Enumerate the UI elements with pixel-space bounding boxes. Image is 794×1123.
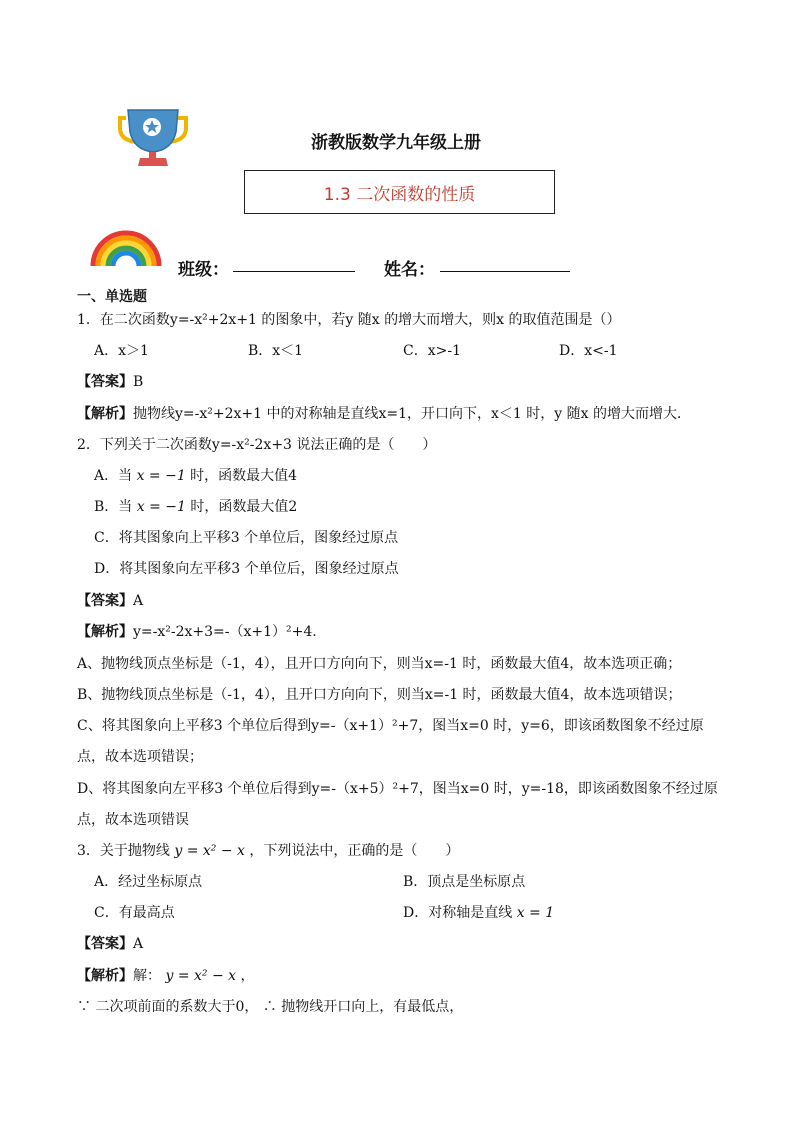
q2-explain-d: D、将其图象向左平移3 个单位后得到y=-（x+5）²+7，图当x=0 时，y=-18，即该函数图象不经过原 (77, 781, 718, 797)
book-title: 浙教版数学九年级上册 (311, 133, 481, 153)
q3-option-a: A．经过坐标原点 (94, 874, 203, 890)
q1-option-b: B．x＜1 (248, 343, 304, 359)
q2-option-c: C．将其图象向上平移3 个单位后，图象经过原点 (94, 530, 399, 546)
q3-stem-pre: 3．关于抛物线 (77, 843, 175, 859)
lesson-title: 1.3 二次函数的性质 (323, 184, 476, 205)
q3-option-b: B．顶点是坐标原点 (403, 874, 526, 890)
section-title: 一、单选题 (77, 289, 147, 305)
q1-answer-value: B (133, 374, 144, 390)
answer-tag: 【答案】 (77, 936, 133, 952)
q3-analysis-math: y = x² − x (165, 968, 237, 984)
name-label: 姓名： (384, 260, 435, 280)
q2-option-a-math: x = −1 (136, 468, 186, 484)
q1-stem: 1．在二次函数y=-x²+2x+1 的图象中，若y 随x 的增大而增大，则x 的取值范围是（） (77, 312, 621, 328)
name-blank-line[interactable] (440, 271, 570, 272)
q1-option-d: D．x<-1 (559, 343, 618, 359)
q2-option-a-post: 时，函数最大值4 (185, 468, 298, 484)
analysis-tag: 【解析】 (77, 406, 133, 422)
q1-option-c: C．x>-1 (403, 343, 461, 359)
q3-option-d-math: x = 1 (516, 905, 555, 921)
q2-option-a-pre: A．当 (94, 468, 137, 484)
q2-explain-c-cont: 点，故本选项错误； (77, 749, 203, 765)
rainbow-icon (89, 226, 163, 268)
answer-tag: 【答案】 (77, 374, 133, 390)
q3-option-d (403, 903, 554, 923)
q1-answer (77, 372, 143, 392)
q2-option-a (94, 466, 297, 486)
class-label: 班级： (178, 260, 229, 280)
analysis-tag: 【解析】 (77, 968, 133, 984)
q2-explain-a: A、抛物线顶点坐标是（-1，4），且开口方向向下，则当x=-1 时，函数最大值4，故本选项正确； (77, 656, 682, 672)
q2-explain-b: B、抛物线顶点坐标是（-1，4），且开口方向向下，则当x=-1 时，函数最大值4，故本选项错误； (77, 687, 682, 703)
q3-stem-math: y = x² − x (174, 843, 245, 859)
analysis-tag: 【解析】 (77, 624, 133, 640)
q2-option-b (94, 497, 297, 517)
q2-answer (77, 591, 143, 611)
q2-option-b-pre: B．当 (94, 499, 137, 515)
q2-analysis (77, 622, 317, 642)
q3-option-c: C．有最高点 (94, 905, 175, 921)
q3-answer (77, 934, 143, 954)
q3-analysis-post: ， (236, 968, 255, 984)
lesson-title-box (244, 170, 555, 214)
q2-analysis-text: y=-x²-2x+3=-（x+1）²+4. (133, 624, 317, 640)
q3-stem-post: ，下列说法中，正确的是（ ） (244, 843, 460, 859)
q2-option-b-post: 时，函数最大值2 (185, 499, 298, 515)
q3-analysis-pre: 解： (133, 968, 166, 984)
trophy-icon (118, 106, 190, 170)
q2-explain-c: C、将其图象向上平移3 个单位后得到y=-（x+1）²+7，图当x=0 时，y=6，即该函数图象不经过原 (77, 718, 704, 734)
q3-analysis (77, 966, 254, 986)
q1-option-a: A．x＞1 (94, 343, 149, 359)
q2-answer-value: A (133, 593, 144, 609)
answer-tag: 【答案】 (77, 593, 133, 609)
q2-option-d: D．将其图象向左平移3 个单位后，图象经过原点 (94, 561, 399, 577)
q2-stem: 2．下列关于二次函数y=-x²-2x+3 说法正确的是（ ） (77, 437, 437, 453)
q1-analysis (77, 404, 691, 424)
q2-option-b-math: x = −1 (136, 499, 186, 515)
q3-last-line: ∵ 二次项前面的系数大于0， ∴ 抛物线开口向上，有最低点， (77, 999, 464, 1015)
q2-explain-d-cont: 点，故本选项错误 (77, 812, 189, 828)
q3-answer-value: A (133, 936, 144, 952)
class-blank-line[interactable] (233, 271, 355, 272)
q3-stem (77, 841, 459, 861)
q1-analysis-text: 抛物线y=-x²+2x+1 中的对称轴是直线x=1，开口向下，x＜1 时，y 随x 的增大而增大． (133, 406, 691, 422)
q3-option-d-pre: D．对称轴是直线 (403, 905, 517, 921)
